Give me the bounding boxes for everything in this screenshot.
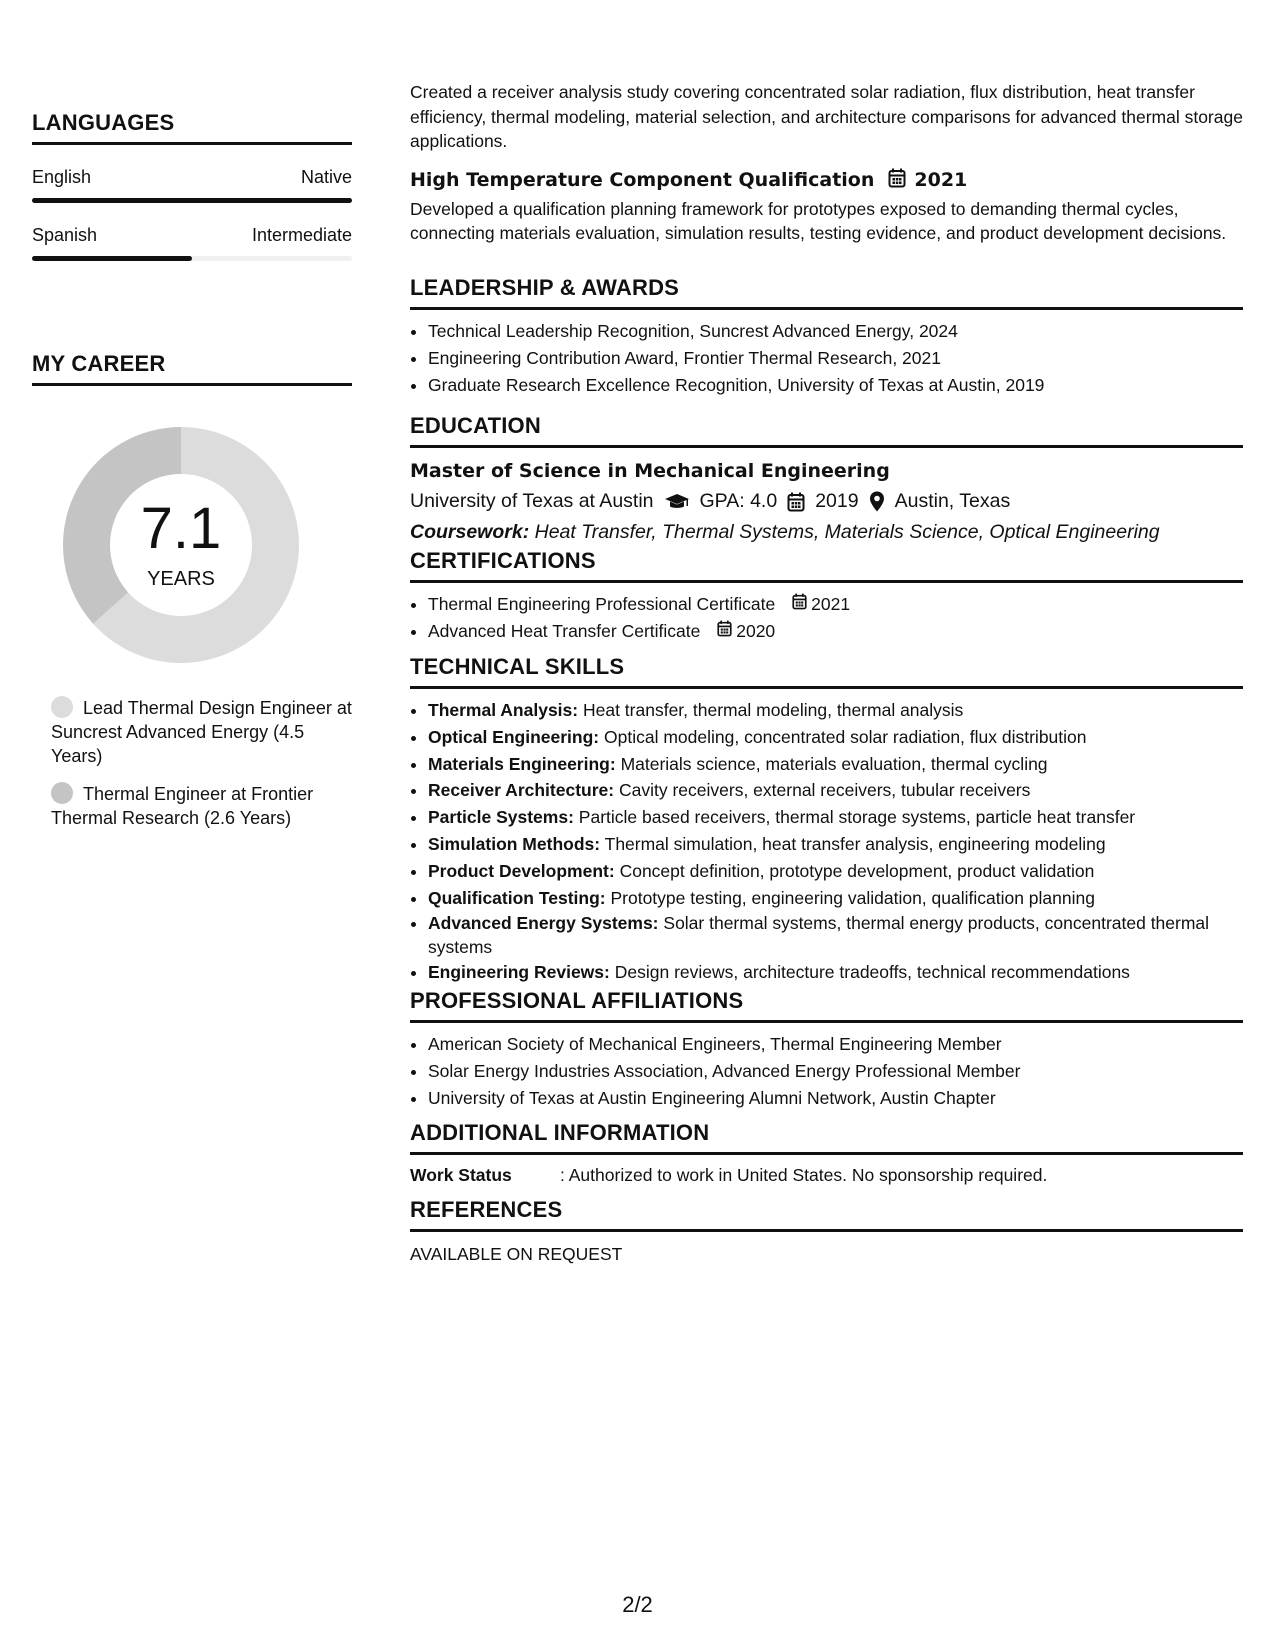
list-item [428,697,1243,724]
project-description: Developed a qualification planning framework for prototypes exposed to demanding thermal cycles, connecting materials evaluation, simulation results, testing evidence, and product development decisions. [410,198,1227,243]
skill-label: Materials Engineering: [428,753,616,774]
skill-text: Solar thermal systems, thermal energy products, concentrated thermal systems [428,913,1210,958]
certification-year: 2021 [811,594,851,614]
skill-text: Cavity receivers, external receivers, tubular receivers [618,780,1031,801]
additional-info-section [410,1120,1243,1186]
list-item: • Graduate Research Excellence Recognition, University of Texas at Austin, 2019 [428,372,1243,399]
list-item [428,804,1243,831]
references-title: REFERENCES [410,1197,1243,1232]
career-title: MY CAREER [32,351,352,386]
work-status-label: Work Status [410,1165,512,1185]
coursework-list: Heat Transfer, Thermal Systems, Materials Science, Optical Engineering [534,521,1160,543]
location-pin-icon [869,491,885,512]
skills-section [410,654,1243,986]
skill-label: Particle Systems: [428,807,574,828]
skill-label: Qualification Testing: [428,887,606,908]
education-year: 2019 [815,490,859,512]
skill-text: Particle based receivers, thermal storage systems, particle heat transfer [578,807,1136,828]
leadership-section [410,275,1243,399]
certification-year: 2020 [736,621,776,641]
career-years-unit: YEARS [147,568,215,590]
calendar-icon [792,591,811,618]
skill-text: Optical modeling, concentrated solar radiation, flux distribution [604,726,1087,747]
list-item [428,858,1243,885]
skill-text: Prototype testing, engineering validation, qualification planning [610,887,1095,908]
list-item: • American Society of Mechanical Engineers, Thermal Engineering Member [428,1031,1243,1058]
skill-text: Concept definition, prototype development, product validation [619,860,1095,881]
skill-label: Optical Engineering: [428,726,600,747]
certification-name: Advanced Heat Transfer Certificate [428,621,701,641]
language-proficiency-fill [32,256,192,261]
project-description: Created a receiver analysis study covering concentrated solar radiation, flux distribution, heat transfer efficiency, thermal modeling, material selection, and architecture comparisons for advanced thermal storage applications. [410,82,1243,151]
language-name: Spanish [32,225,98,245]
calendar-icon [717,618,736,645]
legend-dot-icon [51,696,73,718]
projects-continued [410,80,1243,246]
list-item [428,959,1243,986]
affiliations-section [410,988,1243,1112]
career-legend-item [51,696,352,768]
skill-text: Thermal simulation, heat transfer analysis, engineering modeling [604,833,1106,854]
skill-label: Product Development: [428,860,615,881]
affiliations-list [410,1031,1243,1112]
education-title: EDUCATION [410,413,1243,448]
list-item [428,724,1243,751]
education-degree: Master of Science in Mechanical Engineering [410,460,890,482]
skill-label: Engineering Reviews: [428,962,610,983]
list-item [428,777,1243,804]
list-item [428,618,1243,645]
graduation-cap-icon [664,493,690,511]
coursework-label: Coursework: [410,521,530,543]
page-number: 2/2 [622,1592,653,1617]
list-item: • Technical Leadership Recognition, Suncrest Advanced Energy, 2024 [428,318,1243,345]
languages-section [32,110,352,261]
career-role-label: Lead Thermal Design Engineer at Suncrest Advanced Energy (4.5 Years) [51,698,352,766]
calendar-icon [888,168,906,193]
career-section [32,351,352,844]
language-level: Native [300,167,352,187]
language-name: English [32,167,92,187]
work-status-row [410,1165,1243,1186]
language-proficiency-bar [32,256,352,261]
education-meta [410,490,1243,513]
language-level: Intermediate [251,225,352,245]
list-item [428,591,1243,618]
additional-info-title: ADDITIONAL INFORMATION [410,1120,1243,1155]
project-year: 2021 [914,169,968,191]
list-item [428,751,1243,778]
certification-name: Thermal Engineering Professional Certificate [428,594,776,614]
work-status-value: : Authorized to work in United States. No sponsorship required. [560,1165,1048,1185]
career-legend [51,696,352,830]
skill-text: Design reviews, architecture tradeoffs, technical recommendations [614,962,1130,983]
career-role-label: Thermal Engineer at Frontier Thermal Research (2.6 Years) [51,784,314,828]
education-coursework [410,521,1243,544]
career-total-years: 7.1 [140,496,222,561]
references-section [410,1197,1243,1265]
skill-label: Advanced Energy Systems: [428,913,659,934]
languages-title: LANGUAGES [32,110,352,145]
skill-text: Heat transfer, thermal modeling, thermal analysis [582,700,964,720]
education-gpa: GPA: 4.0 [699,490,778,512]
certifications-section [410,548,1243,645]
language-proficiency-bar [32,198,352,203]
language-proficiency-fill [32,198,352,203]
education-section [410,413,1243,544]
language-item [32,167,352,203]
calendar-icon [787,492,805,512]
education-location: Austin, Texas [894,490,1011,512]
legend-dot-icon [51,782,73,804]
project-title: High Temperature Component Qualification [410,169,875,191]
leadership-title: LEADERSHIP & AWARDS [410,275,1243,310]
skill-label: Thermal Analysis: [428,700,579,720]
career-legend-item [51,782,352,830]
references-text: AVAILABLE ON REQUEST [410,1244,623,1264]
skills-title: TECHNICAL SKILLS [410,654,1243,689]
skill-label: Receiver Architecture: [428,780,615,801]
career-donut-chart [56,420,306,670]
list-item: • University of Texas at Austin Engineering Alumni Network, Austin Chapter [428,1085,1243,1112]
leadership-list [410,318,1243,399]
affiliations-title: PROFESSIONAL AFFILIATIONS [410,988,1243,1023]
skill-text: Materials science, materials evaluation, thermal cycling [620,753,1048,774]
list-item [428,885,1243,912]
project-header [410,168,1243,193]
skill-label: Simulation Methods: [428,833,601,854]
list-item: • Engineering Contribution Award, Frontier Thermal Research, 2021 [428,345,1243,372]
certifications-list [410,591,1243,645]
list-item: • Solar Energy Industries Association, Advanced Energy Professional Member [428,1058,1243,1085]
language-item [32,225,352,261]
education-school: University of Texas at Austin [410,490,654,512]
list-item [428,911,1243,959]
certifications-title: CERTIFICATIONS [410,548,1243,583]
skills-list [410,697,1243,986]
list-item [428,831,1243,858]
